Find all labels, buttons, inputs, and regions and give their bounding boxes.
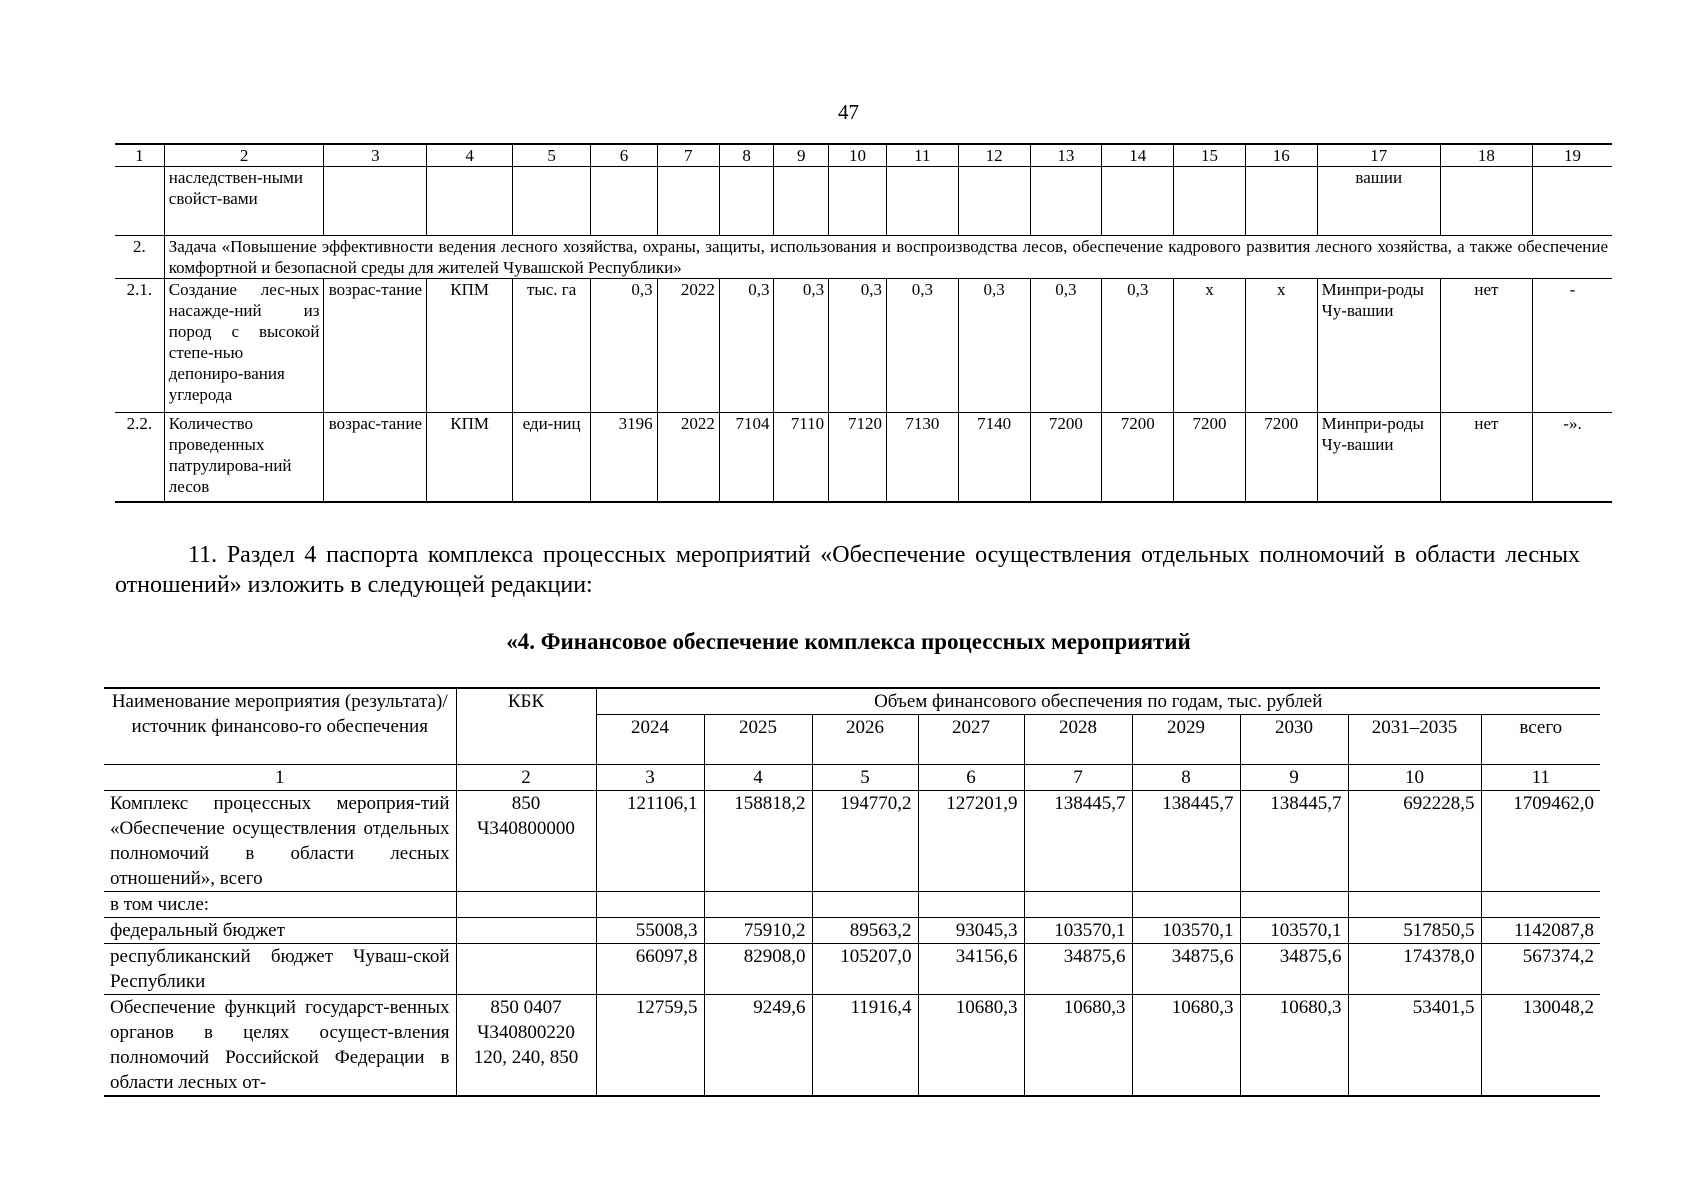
t1-h6: 6 <box>591 144 657 167</box>
t1-r1-c3: возрас-тание <box>324 279 427 413</box>
t2-r1-v4: 127201,9 <box>918 791 1024 892</box>
t2-r4-v6: 34875,6 <box>1132 944 1240 995</box>
t2-r3-v3: 89563,2 <box>812 918 918 944</box>
t1-h7: 7 <box>657 144 719 167</box>
t2-row-including <box>104 892 1600 918</box>
t1-r2-c12: 7140 <box>958 413 1030 502</box>
t2-r3-v2: 75910,2 <box>704 918 812 944</box>
t1-r1-c1: 2.1. <box>115 279 164 413</box>
t1-r1-c15: х <box>1174 279 1246 413</box>
t1-r2-c4: КПМ <box>427 413 513 502</box>
t2-r3-v6: 103570,1 <box>1132 918 1240 944</box>
t1-r1-c7: 2022 <box>657 279 719 413</box>
t1-cont-responsible: вашии <box>1317 167 1440 236</box>
t1-r2-c1: 2.2. <box>115 413 164 502</box>
task-number: 2. <box>115 236 164 279</box>
t1-r1-c13: 0,3 <box>1030 279 1102 413</box>
table1-row-2-1 <box>115 279 1612 413</box>
t1-r1-c17: Минпри-роды Чу-вашии <box>1317 279 1440 413</box>
t2-year-2030: 2030 <box>1240 715 1348 765</box>
t2-r5-v2: 9249,6 <box>704 995 812 1097</box>
t1-h11: 11 <box>886 144 958 167</box>
t1-h9: 9 <box>774 144 829 167</box>
table1-header-row <box>115 144 1612 167</box>
t1-r2-c7: 2022 <box>657 413 719 502</box>
t1-r1-c14: 0,3 <box>1102 279 1174 413</box>
t2-head-kbk: КБК <box>456 688 596 765</box>
t2-num-5: 5 <box>812 765 918 791</box>
t1-r1-c5: тыс. га <box>513 279 591 413</box>
t2-year-2027: 2027 <box>918 715 1024 765</box>
t2-r1-name: Комплекс процессных мероприя-тий «Обеспечение осуществления отдельных полномочий в области лесных отношений», всего <box>104 791 456 892</box>
t1-r2-c16: 7200 <box>1245 413 1317 502</box>
t1-h19: 19 <box>1533 144 1613 167</box>
t2-r4-v3: 105207,0 <box>812 944 918 995</box>
amendment-paragraph: 11. Раздел 4 паспорта комплекса процессных мероприятий «Обеспечение осуществления отдельных полномочий в области лесных отношений» изложить в следующей редакции: <box>115 542 1580 598</box>
t1-r1-c2: Создание лес-ных насажде-ний из пород с высокой степе-нью депониро-вания углерода <box>164 279 324 413</box>
t2-r3-v4: 93045,3 <box>918 918 1024 944</box>
t2-r4-v4: 34156,6 <box>918 944 1024 995</box>
table1-row-2-2 <box>115 413 1612 502</box>
t2-r1-kbk: 850 Ч340800000 <box>456 791 596 892</box>
table1-task-row <box>115 236 1612 279</box>
t2-head-volume: Объем финансового обеспечения по годам, тыс. рублей <box>596 688 1600 715</box>
t2-year-2025: 2025 <box>704 715 812 765</box>
t1-r2-c10: 7120 <box>829 413 887 502</box>
t2-r1-v6: 138445,7 <box>1132 791 1240 892</box>
t1-r1-c18: нет <box>1440 279 1532 413</box>
t2-num-3: 3 <box>596 765 704 791</box>
t1-h2: 2 <box>164 144 324 167</box>
table1-continuation-row <box>115 167 1612 236</box>
t2-r2-name: в том числе: <box>104 892 456 918</box>
t2-year-2028: 2028 <box>1024 715 1132 765</box>
t2-head-name: Наименование мероприятия (результата)/источник финансово-го обеспечения <box>104 688 456 765</box>
t2-r1-v2: 158818,2 <box>704 791 812 892</box>
t1-r2-c8: 7104 <box>719 413 774 502</box>
t2-r5-v4: 10680,3 <box>918 995 1024 1097</box>
t2-r4-v8: 174378,0 <box>1348 944 1481 995</box>
t1-h3: 3 <box>324 144 427 167</box>
t2-r3-v7: 103570,1 <box>1240 918 1348 944</box>
t2-r5-v7: 10680,3 <box>1240 995 1348 1097</box>
t2-header-row-1 <box>104 688 1600 715</box>
t2-r5-v5: 10680,3 <box>1024 995 1132 1097</box>
t1-r2-c19: -». <box>1533 413 1613 502</box>
t2-r3-v9: 1142087,8 <box>1481 918 1600 944</box>
t1-h16: 16 <box>1245 144 1317 167</box>
t1-h1: 1 <box>115 144 164 167</box>
t2-year-2026: 2026 <box>812 715 918 765</box>
indicators-table <box>115 143 1612 503</box>
t1-h18: 18 <box>1440 144 1532 167</box>
t2-r1-v7: 138445,7 <box>1240 791 1348 892</box>
t1-r1-c8: 0,3 <box>719 279 774 413</box>
t2-row-state-functions <box>104 995 1600 1097</box>
t1-cont-name: наследствен-ными свойст-вами <box>164 167 324 236</box>
t1-r1-c12: 0,3 <box>958 279 1030 413</box>
t2-num-7: 7 <box>1024 765 1132 791</box>
t2-r4-v1: 66097,8 <box>596 944 704 995</box>
t1-r2-c18: нет <box>1440 413 1532 502</box>
t2-num-2: 2 <box>456 765 596 791</box>
t2-r1-v5: 138445,7 <box>1024 791 1132 892</box>
t2-num-8: 8 <box>1132 765 1240 791</box>
t2-year-2031-2035: 2031–2035 <box>1348 715 1481 765</box>
t1-r2-c3: возрас-тание <box>324 413 427 502</box>
section-title: «4. Финансовое обеспечение комплекса процессных мероприятий <box>506 629 1191 654</box>
t1-h13: 13 <box>1030 144 1102 167</box>
t2-r4-kbk <box>456 944 596 995</box>
t2-r3-v5: 103570,1 <box>1024 918 1132 944</box>
t2-r5-v8: 53401,5 <box>1348 995 1481 1097</box>
t2-num-6: 6 <box>918 765 1024 791</box>
t2-row-federal <box>104 918 1600 944</box>
t1-r1-c6: 0,3 <box>591 279 657 413</box>
t1-r2-c17: Минпри-роды Чу-вашии <box>1317 413 1440 502</box>
t1-r2-c9: 7110 <box>774 413 829 502</box>
financing-table <box>104 687 1600 1097</box>
t2-r4-v9: 567374,2 <box>1481 944 1600 995</box>
t2-r4-v7: 34875,6 <box>1240 944 1348 995</box>
t2-r5-v1: 12759,5 <box>596 995 704 1097</box>
t2-r5-kbk: 850 0407 Ч340800220 120, 240, 850 <box>456 995 596 1097</box>
t2-num-10: 10 <box>1348 765 1481 791</box>
t1-h5: 5 <box>513 144 591 167</box>
t2-r5-name: Обеспечение функций государст-венных органов в целях осущест-вления полномочий Российской Федерации в области лесных от- <box>104 995 456 1097</box>
t1-r1-c19: - <box>1533 279 1613 413</box>
t2-num-11: 11 <box>1481 765 1600 791</box>
t2-r4-name: республиканский бюджет Чуваш-ской Республики <box>104 944 456 995</box>
t2-r3-kbk <box>456 918 596 944</box>
t1-r1-c9: 0,3 <box>774 279 829 413</box>
t2-r5-v3: 11916,4 <box>812 995 918 1097</box>
t1-r2-c2: Количество проведенных патрулирова-ний лесов <box>164 413 324 502</box>
task-text: Задача «Повышение эффективности ведения лесного хозяйства, охраны, защиты, использования и воспроизводства лесов, обеспечение кадрового развития лесного хозяйства, а также обеспечение комфортной и безопасной среды для жителей Чувашской Республики» <box>164 236 1612 279</box>
t2-year-total: всего <box>1481 715 1600 765</box>
t2-r1-v8: 692228,5 <box>1348 791 1481 892</box>
page-number: 47 <box>838 100 859 124</box>
t2-r3-v8: 517850,5 <box>1348 918 1481 944</box>
t2-num-9: 9 <box>1240 765 1348 791</box>
t1-r2-c6: 3196 <box>591 413 657 502</box>
t1-r2-c15: 7200 <box>1174 413 1246 502</box>
t1-h4: 4 <box>427 144 513 167</box>
t2-r4-v5: 34875,6 <box>1024 944 1132 995</box>
t2-year-2029: 2029 <box>1132 715 1240 765</box>
t2-row-complex-total <box>104 791 1600 892</box>
t2-num-4: 4 <box>704 765 812 791</box>
t2-number-row <box>104 765 1600 791</box>
t2-num-1: 1 <box>104 765 456 791</box>
t1-h17: 17 <box>1317 144 1440 167</box>
t1-r2-c13: 7200 <box>1030 413 1102 502</box>
t2-r5-v6: 10680,3 <box>1132 995 1240 1097</box>
t1-r2-c5: еди-ниц <box>513 413 591 502</box>
t2-r3-name: федеральный бюджет <box>104 918 456 944</box>
t1-h14: 14 <box>1102 144 1174 167</box>
t1-r1-c16: х <box>1245 279 1317 413</box>
t1-h15: 15 <box>1174 144 1246 167</box>
t2-r5-v9: 130048,2 <box>1481 995 1600 1097</box>
t1-r1-c11: 0,3 <box>886 279 958 413</box>
t1-h10: 10 <box>829 144 887 167</box>
t2-r3-v1: 55008,3 <box>596 918 704 944</box>
t1-r1-c10: 0,3 <box>829 279 887 413</box>
t2-r1-v1: 121106,1 <box>596 791 704 892</box>
t1-r2-c14: 7200 <box>1102 413 1174 502</box>
t1-r2-c11: 7130 <box>886 413 958 502</box>
t2-r1-v3: 194770,2 <box>812 791 918 892</box>
t2-r1-v9: 1709462,0 <box>1481 791 1600 892</box>
t2-year-2024: 2024 <box>596 715 704 765</box>
t1-h12: 12 <box>958 144 1030 167</box>
t2-r4-v2: 82908,0 <box>704 944 812 995</box>
t1-h8: 8 <box>719 144 774 167</box>
t1-r1-c4: КПМ <box>427 279 513 413</box>
t2-row-republican <box>104 944 1600 995</box>
